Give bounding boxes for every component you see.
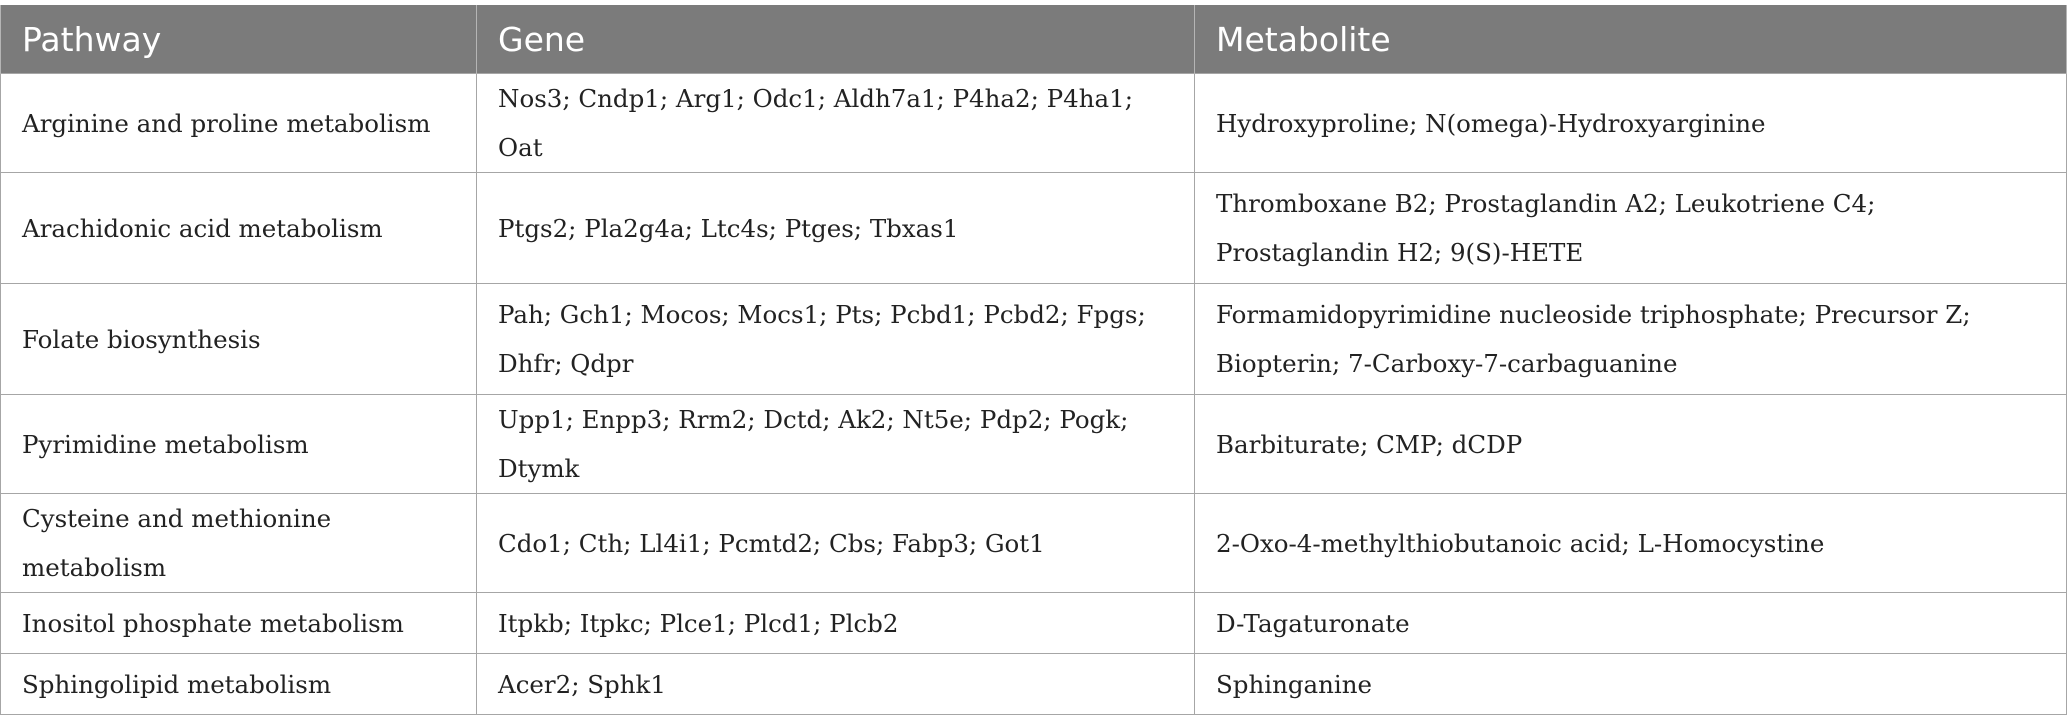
table-row bbox=[1, 494, 2067, 593]
cell-pathway: Inositol phosphate metabolism bbox=[1, 593, 477, 654]
cell-gene: Acer2; Sphk1 bbox=[477, 654, 1195, 715]
cell-pathway: Arginine and proline metabolism bbox=[1, 74, 477, 173]
cell-pathway: Folate biosynthesis bbox=[1, 284, 477, 395]
pathway-table-container bbox=[0, 5, 2066, 715]
cell-metabolite: Barbiturate; CMP; dCDP bbox=[1195, 395, 2067, 494]
cell-metabolite: Hydroxyproline; N(omega)-Hydroxyarginine bbox=[1195, 74, 2067, 173]
cell-metabolite: Thromboxane B2; Prostaglandin A2; Leukotriene C4; Prostaglandin H2; 9(S)-HETE bbox=[1195, 173, 2067, 284]
cell-pathway: Arachidonic acid metabolism bbox=[1, 173, 477, 284]
table-row bbox=[1, 654, 2067, 715]
table-row bbox=[1, 395, 2067, 494]
cell-metabolite: 2-Oxo-4-methylthiobutanoic acid; L-Homocystine bbox=[1195, 494, 2067, 593]
cell-gene: Itpkb; Itpkc; Plce1; Plcd1; Plcb2 bbox=[477, 593, 1195, 654]
cell-gene: Pah; Gch1; Mocos; Mocs1; Pts; Pcbd1; Pcbd2; Fpgs; Dhfr; Qdpr bbox=[477, 284, 1195, 395]
header-row bbox=[1, 5, 2067, 74]
table-body bbox=[1, 74, 2067, 715]
table-row bbox=[1, 74, 2067, 173]
table-row bbox=[1, 173, 2067, 284]
table-row bbox=[1, 284, 2067, 395]
cell-gene: Upp1; Enpp3; Rrm2; Dctd; Ak2; Nt5e; Pdp2; Pogk; Dtymk bbox=[477, 395, 1195, 494]
header-metabolite: Metabolite bbox=[1195, 5, 2067, 74]
cell-pathway: Cysteine and methionine metabolism bbox=[1, 494, 477, 593]
cell-gene: Cdo1; Cth; Ll4i1; Pcmtd2; Cbs; Fabp3; Got1 bbox=[477, 494, 1195, 593]
cell-pathway: Pyrimidine metabolism bbox=[1, 395, 477, 494]
header-gene: Gene bbox=[477, 5, 1195, 74]
header-pathway: Pathway bbox=[1, 5, 477, 74]
table-row bbox=[1, 593, 2067, 654]
cell-metabolite: D-Tagaturonate bbox=[1195, 593, 2067, 654]
table-header bbox=[1, 5, 2067, 74]
cell-pathway: Sphingolipid metabolism bbox=[1, 654, 477, 715]
cell-metabolite: Formamidopyrimidine nucleoside triphosphate; Precursor Z; Biopterin; 7-Carboxy-7-carbaguanine bbox=[1195, 284, 2067, 395]
cell-gene: Nos3; Cndp1; Arg1; Odc1; Aldh7a1; P4ha2; P4ha1; Oat bbox=[477, 74, 1195, 173]
cell-metabolite: Sphinganine bbox=[1195, 654, 2067, 715]
pathway-gene-metabolite-table bbox=[0, 5, 2067, 715]
cell-gene: Ptgs2; Pla2g4a; Ltc4s; Ptges; Tbxas1 bbox=[477, 173, 1195, 284]
